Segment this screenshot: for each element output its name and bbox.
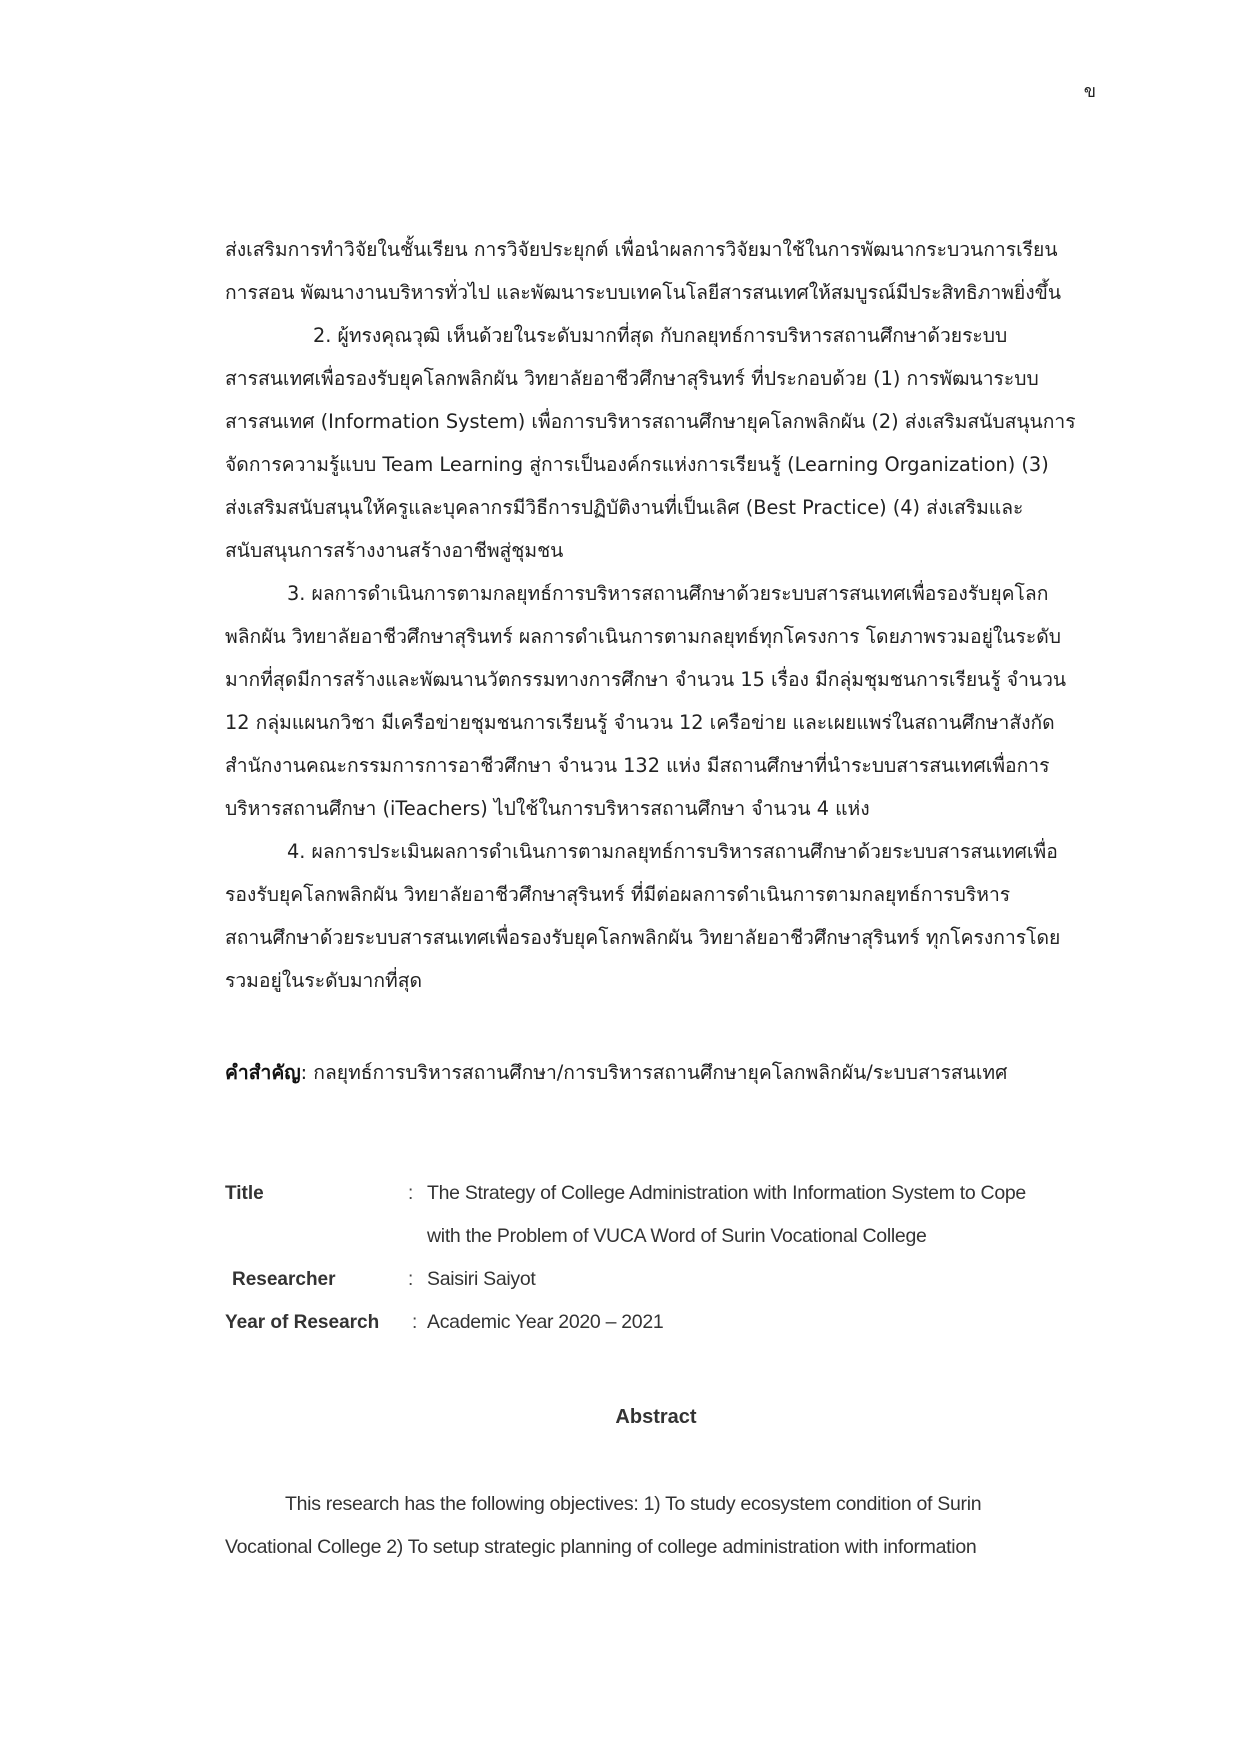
year-value: Academic Year 2020 – 2021 — [427, 1311, 664, 1333]
text-line: พลิกผัน วิทยาลัยอาชีวศึกษาสุรินทร์ ผลการดำเนินการตามกลยุทธ์ทุกโครงการ โดยภาพรวมอยู่ในระดับ — [225, 625, 1061, 648]
year-row — [225, 1301, 1087, 1344]
text-line: 3. ผลการดำเนินการตามกลยุทธ์การบริหารสถานศึกษาด้วยระบบสารสนเทศเพื่อรองรับยุคโลก — [287, 582, 1049, 605]
title-row — [225, 1172, 1087, 1215]
researcher-row — [225, 1258, 1087, 1301]
text-line: 4. ผลการประเมินผลการดำเนินการตามกลยุทธ์การบริหารสถานศึกษาด้วยระบบสารสนเทศเพื่อ — [287, 840, 1058, 863]
text-line: 2. ผู้ทรงคุณวุฒิ เห็นด้วยในระดับมากที่สุด กับกลยุทธ์การบริหารสถานศึกษาด้วยระบบ — [313, 324, 1008, 347]
text-line: ส่งเสริมสนับสนุนให้ครูและบุคลากรมีวิธีการปฏิบัติงานที่เป็นเลิศ (Best Practice) (4) ส่งเสริมและ — [225, 496, 1024, 519]
text-line: บริหารสถานศึกษา (iTeachers) ไปใช้ในการบริหารสถานศึกษา จำนวน 4 แห่ง — [225, 797, 870, 820]
keywords-text: : กลยุทธ์การบริหารสถานศึกษา/การบริหารสถานศึกษายุคโลกพลิกผัน/ระบบสารสนเทศ — [300, 1061, 1008, 1084]
text-line: ส่งเสริมการทำวิจัยในชั้นเรียน การวิจัยประยุกต์ เพื่อนำผลการวิจัยมาใช้ในการพัฒนากระบวนการเรียน — [225, 238, 1058, 261]
abstract-heading: Abstract — [615, 1406, 697, 1428]
researcher-label: Researcher — [232, 1269, 336, 1290]
text-line: 12 กลุ่มแผนกวิชา มีเครือข่ายชุมชนการเรียนรู้ จำนวน 12 เครือข่าย และเผยแพร่ในสถานศึกษาสังกัด — [225, 711, 1055, 734]
text-line: สารสนเทศเพื่อรองรับยุคโลกพลิกผัน วิทยาลัยอาชีวศึกษาสุรินทร์ ที่ประกอบด้วย (1) การพัฒนาระบบ — [225, 367, 1039, 390]
keywords-label: คำสำคัญ — [225, 1061, 301, 1084]
text-line: จัดการความรู้แบบ Team Learning สู่การเป็นองค์กรแห่งการเรียนรู้ (Learning Organization) (3) — [225, 453, 1049, 476]
text-line: สารสนเทศ (Information System) เพื่อการบริหารสถานศึกษายุคโลกพลิกผัน (2) ส่งเสริมสนับสนุนการ — [225, 410, 1076, 433]
keywords-line — [225, 1053, 1007, 1093]
abstract-body — [225, 1483, 1087, 1569]
text-line: การสอน พัฒนางานบริหารทั่วไป และพัฒนาระบบเทคโนโลยีสารสนเทศให้สมบูรณ์มีประสิทธิภาพยิ่งขึ้น — [225, 281, 1062, 304]
title-label: Title — [225, 1183, 264, 1204]
text-line: สถานศึกษาด้วยระบบสารสนเทศเพื่อรองรับยุคโลกพลิกผัน วิทยาลัยอาชีวศึกษาสุรินทร์ ทุกโครงการโดย — [225, 926, 1061, 949]
text-line: รองรับยุคโลกพลิกผัน วิทยาลัยอาชีวศึกษาสุรินทร์ ที่มีต่อผลการดำเนินการตามกลยุทธ์การบริหาร — [225, 883, 1011, 906]
researcher-value: Saisiri Saiyot — [427, 1268, 536, 1290]
abstract-line: This research has the following objectives: 1) To study ecosystem condition of Surin — [285, 1493, 982, 1515]
text-line: รวมอยู่ในระดับมากที่สุด — [225, 969, 423, 992]
text-line: มากที่สุดมีการสร้างและพัฒนานวัตกรรมทางการศึกษา จำนวน 15 เรื่อง มีกลุ่มชุมชนการเรียนรู้ จำนวน — [225, 668, 1067, 691]
title-value-line2: with the Problem of VUCA Word of Surin Vocational College — [427, 1225, 927, 1247]
title-value-line1: The Strategy of College Administration with Information System to Cope — [427, 1182, 1026, 1204]
year-label: Year of Research — [225, 1312, 380, 1333]
title-block — [225, 1172, 1087, 1344]
researcher-colon: : — [408, 1269, 414, 1290]
thai-summary-text — [225, 228, 1087, 1002]
text-line: สำนักงานคณะกรรมการการอาชีวศึกษา จำนวน 132 แห่ง มีสถานศึกษาที่นำระบบสารสนเทศเพื่อการ — [225, 754, 1050, 777]
page-number: ข — [1083, 81, 1096, 102]
abstract-line: Vocational College 2) To setup strategic planning of college administration with information — [225, 1536, 977, 1558]
title-colon: : — [408, 1183, 414, 1204]
year-colon: : — [412, 1312, 418, 1333]
text-line: สนับสนุนการสร้างงานสร้างอาชีพสู่ชุมชน — [225, 539, 564, 562]
title-row-continued — [225, 1215, 1087, 1258]
